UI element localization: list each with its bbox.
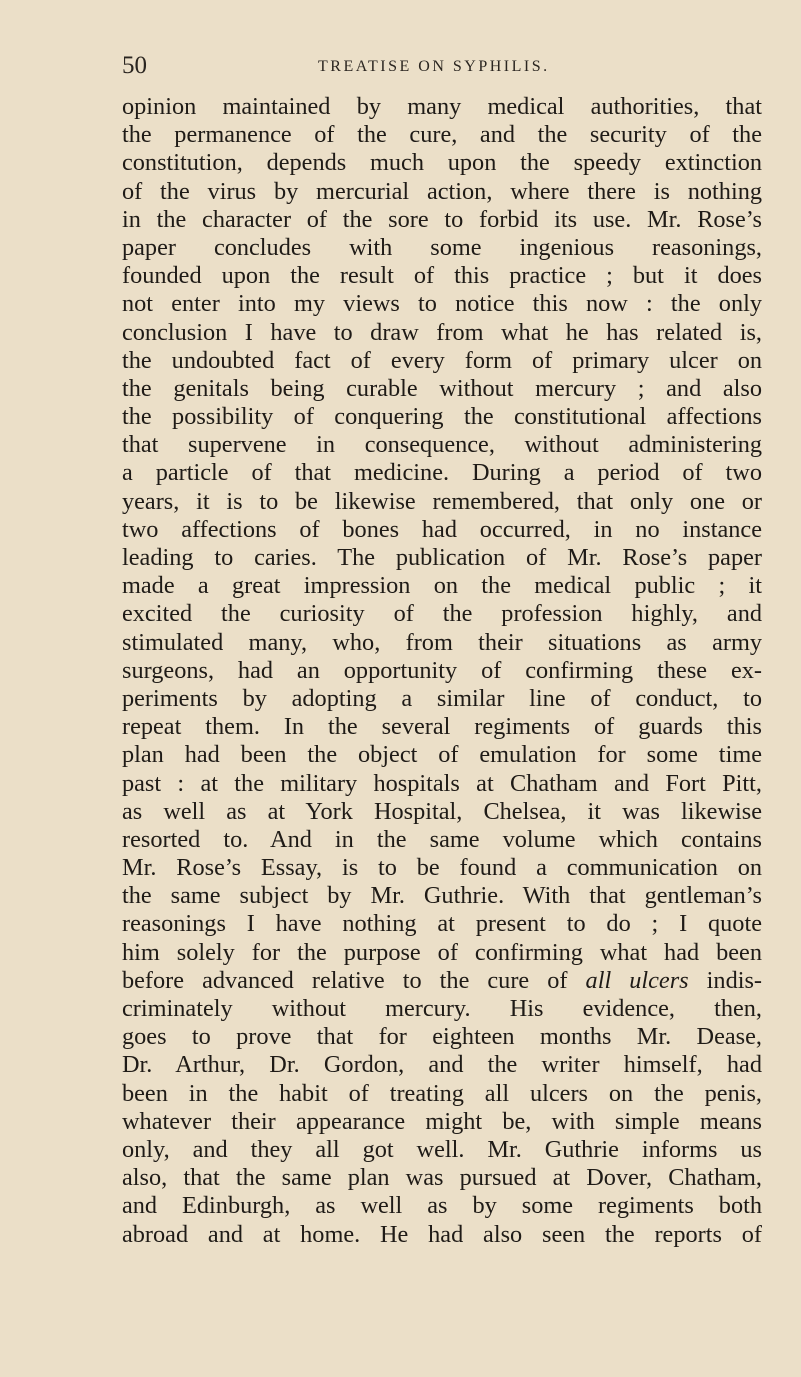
text-line: that supervene in consequence, without administering bbox=[122, 431, 762, 459]
text-line: and Edinburgh, as well as by some regiments both bbox=[122, 1192, 762, 1220]
text-line: reasonings I have nothing at present to do ; I quote bbox=[122, 910, 762, 938]
text-line: abroad and at home. He had also seen the reports of bbox=[122, 1220, 762, 1248]
text-line: resorted to. And in the same volume which contains bbox=[122, 825, 762, 853]
text-line: the possibility of conquering the constitutional affections bbox=[122, 403, 762, 431]
text-line: not enter into my views to notice this now : the only bbox=[122, 290, 762, 318]
text-line: past : at the military hospitals at Chatham and Fort Pitt, bbox=[122, 769, 762, 797]
text-line: stimulated many, who, from their situations as army bbox=[122, 628, 762, 656]
text-line: only, and they all got well. Mr. Guthrie informs us bbox=[122, 1135, 762, 1163]
text-line: surgeons, had an opportunity of confirming these ex- bbox=[122, 656, 762, 684]
text-line: excited the curiosity of the profession highly, and bbox=[122, 600, 762, 628]
text-line: periments by adopting a similar line of conduct, to bbox=[122, 684, 762, 712]
italic-phrase: all ulcers bbox=[585, 966, 689, 994]
text-line: goes to prove that for eighteen months Mr. Dease, bbox=[122, 1023, 762, 1051]
text-line: years, it is to be likewise remembered, that only one or bbox=[122, 487, 762, 515]
text-line: been in the habit of treating all ulcers on the penis, bbox=[122, 1079, 762, 1107]
page-number: 50 bbox=[122, 52, 147, 79]
text-line: in the character of the sore to forbid its use. Mr. Rose’s bbox=[122, 205, 762, 233]
text-line: Mr. Rose’s Essay, is to be found a communication on bbox=[122, 854, 762, 882]
text-line-with-italic bbox=[122, 967, 762, 995]
text-line: founded upon the result of this practice ; but it does bbox=[122, 262, 762, 290]
text-line: also, that the same plan was pursued at Dover, Chatham, bbox=[122, 1164, 762, 1192]
text-line: two affections of bones had occurred, in no instance bbox=[122, 515, 762, 543]
text-line: conclusion I have to draw from what he has related is, bbox=[122, 318, 762, 346]
text-segment: indis- bbox=[688, 966, 763, 994]
text-line: constitution, depends much upon the speedy extinction bbox=[122, 149, 762, 177]
text-line: the genitals being curable without mercury ; and also bbox=[122, 374, 762, 402]
text-line: plan had been the object of emulation for some time bbox=[122, 741, 762, 769]
running-head: TREATISE ON SYPHILIS. bbox=[318, 58, 550, 75]
text-line: the same subject by Mr. Guthrie. With that gentleman’s bbox=[122, 882, 762, 910]
body-text bbox=[122, 93, 762, 1249]
text-line: him solely for the purpose of confirming what had been bbox=[122, 938, 762, 966]
text-line: of the virus by mercurial action, where there is nothing bbox=[122, 177, 762, 205]
text-line: the permanence of the cure, and the security of the bbox=[122, 121, 762, 149]
text-segment: before advanced relative to the cure of bbox=[122, 966, 568, 994]
text-line: as well as at York Hospital, Chelsea, it was likewise bbox=[122, 797, 762, 825]
text-line: leading to caries. The publication of Mr. Rose’s paper bbox=[122, 544, 762, 571]
page-header bbox=[122, 52, 762, 82]
text-line: a particle of that medicine. During a period of two bbox=[122, 459, 762, 487]
text-line: the undoubted fact of every form of primary ulcer on bbox=[122, 346, 762, 374]
text-line: paper concludes with some ingenious reasonings, bbox=[122, 233, 762, 261]
text-line: criminately without mercury. His evidence, then, bbox=[122, 995, 762, 1022]
text-line: made a great impression on the medical public ; it bbox=[122, 572, 762, 600]
text-line: whatever their appearance might be, with simple means bbox=[122, 1107, 762, 1135]
text-line: opinion maintained by many medical authorities, that bbox=[122, 93, 762, 120]
text-line: repeat them. In the several regiments of guards this bbox=[122, 713, 762, 741]
text-line: Dr. Arthur, Dr. Gordon, and the writer himself, had bbox=[122, 1051, 762, 1079]
